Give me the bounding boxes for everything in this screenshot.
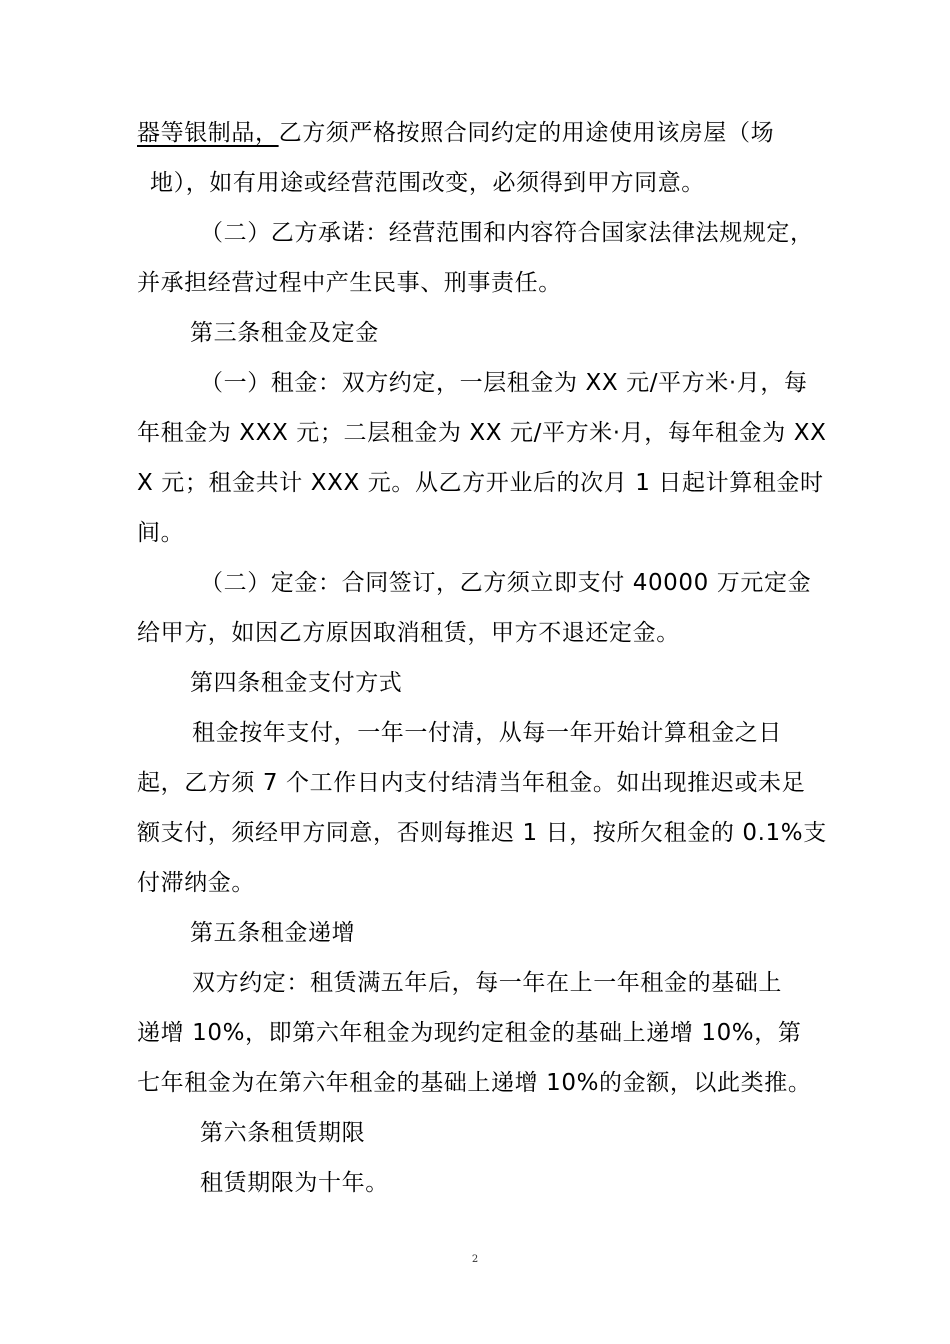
text-line-18: 双方约定：租赁满五年后，每一年在上一年租金的基础上 (192, 970, 782, 996)
text-line-14: 起，乙方须 7 个工作日内支付结清当年租金。如出现推迟或未足 (137, 770, 806, 796)
text-line-16: 付滞纳金。 (137, 870, 255, 896)
underlined-text: 器等银制品， (137, 120, 279, 146)
section-heading-3: 第三条租金及定金 (190, 320, 379, 346)
page-number: 2 (471, 1254, 479, 1265)
text-line-6: （一）租金：双方约定，一层租金为 XX 元/平方米·月，每 (200, 370, 808, 396)
text-line-9: 间。 (137, 520, 185, 546)
text-line-20: 七年租金为在第六年租金的基础上递增 10%的金额，以此类推。 (137, 1070, 812, 1096)
text-line-1 (137, 118, 774, 148)
text-line-8: X 元；租金共计 XXX 元。从乙方开业后的次月 1 日起计算租金时 (137, 470, 824, 496)
text-line-22: 租赁期限为十年。 (200, 1170, 389, 1196)
line-text: 乙方须严格按照合同约定的用途使用该房屋（场 (278, 120, 775, 146)
section-heading-5: 第五条租金递增 (190, 920, 356, 946)
text-line-2: 地），如有用途或经营范围改变，必须得到甲方同意。 (150, 170, 705, 196)
section-heading-6: 第六条租赁期限 (200, 1120, 366, 1146)
text-line-3: （二）乙方承诺：经营范围和内容符合国家法律法规规定， (200, 220, 814, 246)
text-line-19: 递增 10%，即第六年租金为现约定租金的基础上递增 10%，第 (137, 1020, 802, 1046)
text-line-13: 租金按年支付，一年一付清，从每一年开始计算租金之日 (192, 720, 782, 746)
text-line-7: 年租金为 XXX 元；二层租金为 XX 元/平方米·月，每年租金为 XX (137, 420, 827, 446)
text-line-4: 并承担经营过程中产生民事、刑事责任。 (137, 270, 562, 296)
section-heading-4: 第四条租金支付方式 (190, 670, 403, 696)
text-line-11: 给甲方，如因乙方原因取消租赁，甲方不退还定金。 (137, 620, 680, 646)
text-line-15: 额支付，须经甲方同意，否则每推迟 1 日，按所欠租金的 0.1%支 (137, 820, 827, 846)
text-line-10: （二）定金：合同签订，乙方须立即支付 40000 万元定金 (200, 570, 812, 596)
